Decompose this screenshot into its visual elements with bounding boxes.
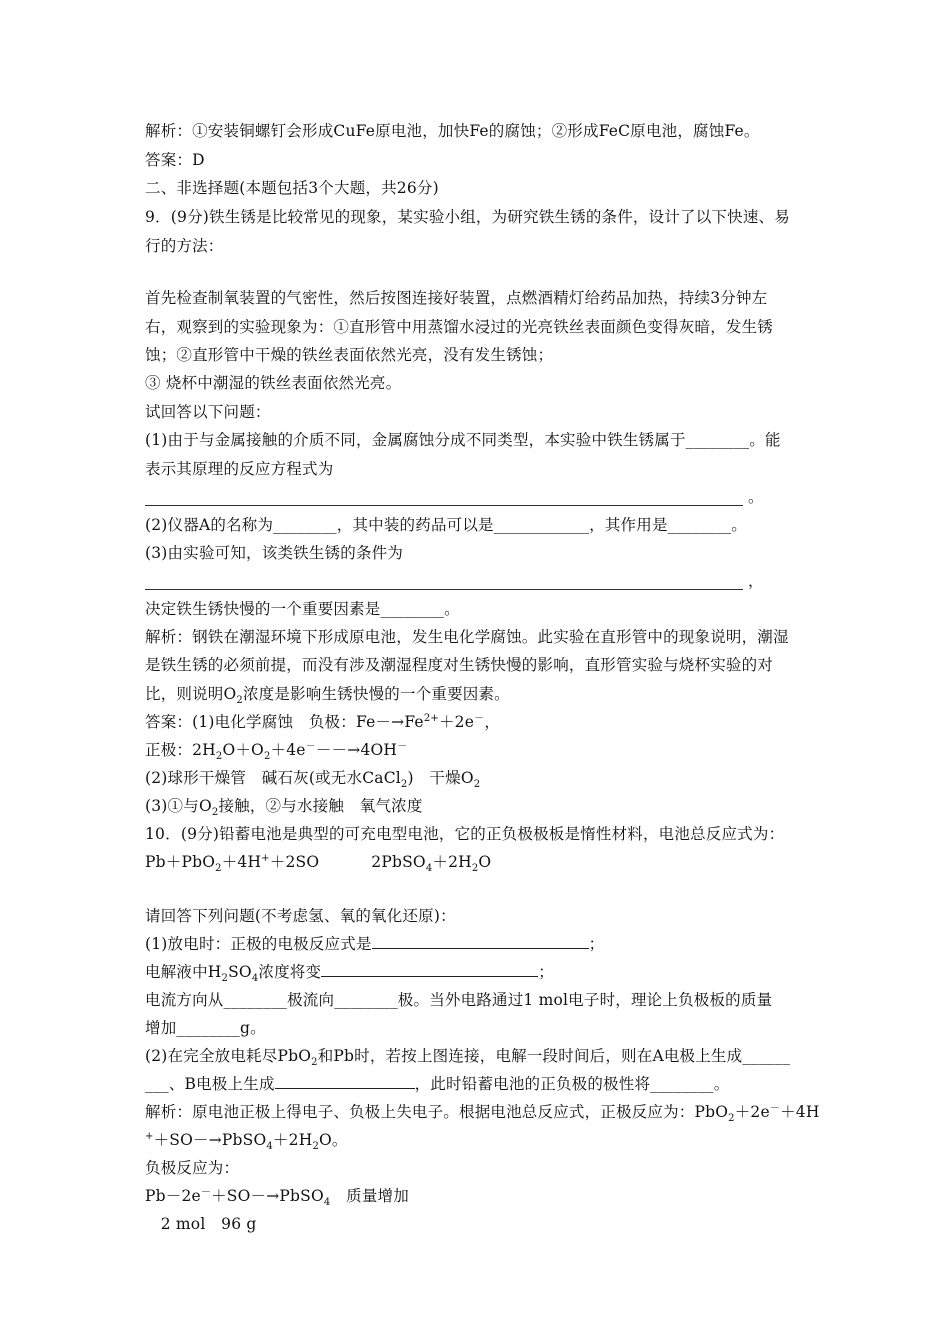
answer-blank (372, 934, 589, 949)
text-line: 试回答以下问题： (145, 403, 271, 421)
equation-line: $^++SO-\to PbSO_4+2H_2O$。 (145, 1130, 348, 1153)
equation-line: 正极：$2H_2O+O_2+4e^---\to 4OH^-$ (145, 740, 408, 763)
answer-blank (275, 1074, 415, 1089)
analysis-line: 解析：钢铁在潮湿环境下形成原电池，发生电化学腐蚀。此实验在直形管中的现象说明，潮湿 (145, 628, 789, 646)
text-line: 首先检查制氧装置的气密性，然后按图连接好装置，点燃酒精灯给药品加热，持续3分钟左 (145, 289, 768, 307)
section-heading: 二、非选择题(本题包括3个大题，共26分) (145, 179, 439, 197)
text-line: (2)球形干燥管 碱石灰(或无水CaCl$_2$) 干燥$O_2$ (145, 769, 481, 791)
text-line: 行的方法： (145, 237, 224, 255)
text-line: 右，观察到的实验现象为：①直形管中用蒸馏水浸过的光亮铁丝表面颜色变得灰暗，发生锈 (145, 318, 774, 336)
text-line: (2)仪器A的名称为________，其中装的药品可以是____________，其作用是________。 (145, 516, 747, 534)
text-line: ③ 烧杯中潮湿的铁丝表面依然光亮。 (145, 374, 402, 392)
text-line: (1)放电时：正极的电极反应式是 ； (145, 935, 605, 953)
text-line: 请回答下列问题(不考虑氢、氧的氧化还原)： (145, 907, 456, 925)
text-line: 解析：①安装铜螺钉会形成CuFe原电池，加快Fe的腐蚀；②形成FeC原电池，腐蚀Fe。 (145, 122, 760, 140)
text-line: 比，则说明$O_2$浓度是影响生锈快慢的一个重要因素。 (145, 685, 510, 707)
answer-line: 答案：(1)电化学腐蚀 负极：$Fe-\to Fe^{2+}+2e^-$， (145, 712, 501, 731)
text-line: 2 mol 96 g (145, 1215, 257, 1233)
text-line: ， (748, 572, 764, 590)
text-line: 电流方向从________极流向________极。当外电路通过1 mol电子时，理论上负极板的质量 (145, 991, 773, 1009)
text-line: (3)①与$O_2$接触，②与水接触 氧气浓度 (145, 797, 423, 819)
text-line: 决定铁生锈快慢的一个重要因素是________。 (145, 600, 460, 618)
question-10-line: 10．(9分)铅蓄电池是典型的可充电型电池，它的正负极极板是惰性材料，电池总反应式为： (145, 825, 785, 843)
equation-line: Pb－2e－＋SO－→PbSO$_4$ 质量增加 (145, 1186, 409, 1209)
question-9-line: 9．(9分)铁生锈是比较常见的现象，某实验小组，为研究铁生锈的条件，设计了以下快速、易 (145, 208, 790, 226)
text-line: 表示其原理的反应方程式为 (145, 460, 334, 478)
text-line: (1)由于与金属接触的介质不同，金属腐蚀分成不同类型，本实验中铁生锈属于________。能 (145, 431, 781, 449)
text-line: 是铁生锈的必须前提，而没有涉及潮湿程度对生锈快慢的影响，直形管实验与烧杯实验的对 (145, 656, 774, 674)
equation-line: Pb＋PbO$_2$＋4H+＋2SO $2PbSO_4+2H_2O$ (145, 852, 492, 875)
answer-blank-line (145, 505, 743, 506)
text-line: 电解液中$H_2SO_4$浓度将变 ； (145, 963, 554, 985)
text-line: 负极反应为： (145, 1159, 240, 1177)
text-line: (2)在完全放电耗尽PbO$_2$和Pb时，若按上图连接，电解一段时间后，则在A电极上生成______ (145, 1047, 791, 1069)
text-line: 蚀；②直形管中干燥的铁丝表面依然光亮，没有发生锈蚀； (145, 346, 554, 364)
answer-blank (321, 962, 538, 977)
text-line: 增加________g。 (145, 1019, 266, 1037)
text-line: 答案：D (145, 151, 205, 169)
answer-blank-line (145, 589, 743, 590)
analysis-line: 解析：原电池正极上得电子、负极上失电子。根据电池总反应式，正极反应为：PbO$_2$＋2e－＋4H (145, 1102, 820, 1125)
text-line: (3)由实验可知，该类铁生锈的条件为 (145, 544, 404, 562)
text-line: ___、B电极上生成 ，此时铅蓄电池的正负极的极性将________。 (145, 1075, 730, 1093)
text-line: 。 (748, 488, 764, 506)
